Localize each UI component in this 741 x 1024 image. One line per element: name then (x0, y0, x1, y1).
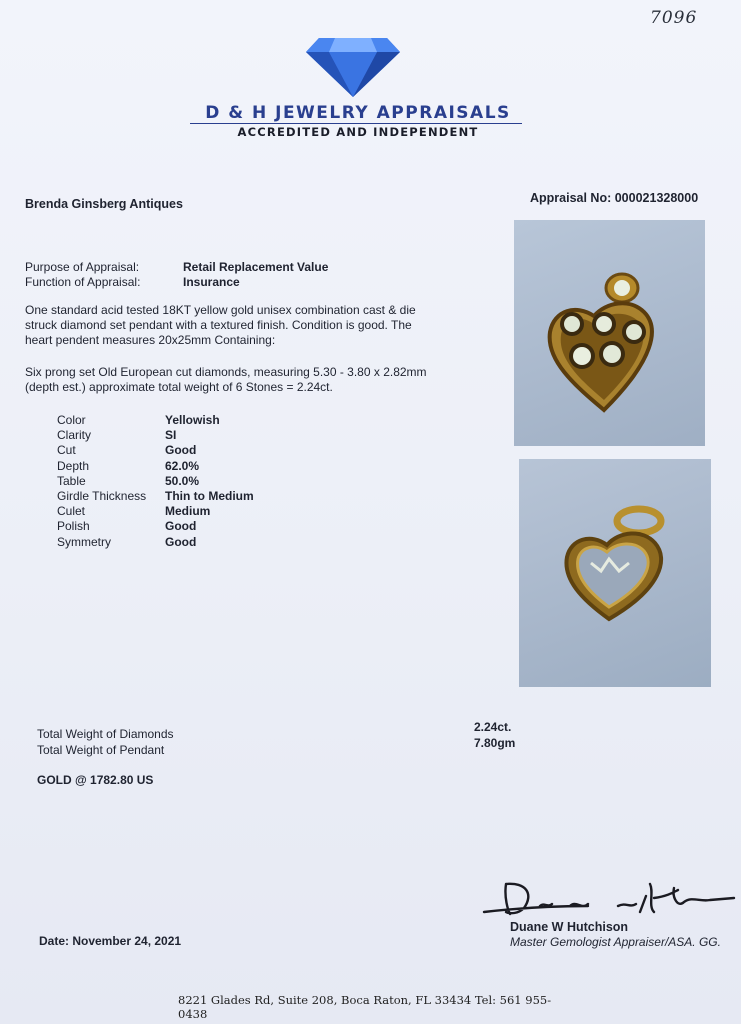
totals-labels (37, 726, 174, 758)
description-line: One standard acid tested 18KT yellow gold unisex combination cast & die (25, 303, 416, 317)
spec-row (57, 459, 254, 474)
spec-row (57, 428, 254, 443)
handwritten-number: 7096 (650, 8, 698, 28)
appraisal-number: Appraisal No: 000021328000 (530, 191, 699, 205)
diamond-logo-icon (305, 36, 401, 98)
spec-value: SI (165, 428, 177, 443)
signer-title: Master Gemologist Appraiser/ASA. GG. (510, 935, 721, 949)
spec-label: Culet (57, 504, 86, 519)
diamond-specs (57, 413, 254, 550)
totals-values (474, 719, 515, 751)
total-pendant-value: 7.80gm (474, 736, 516, 750)
total-diamonds-value: 2.24ct. (474, 720, 512, 734)
description-line: struck diamond set pendant with a textured finish. Condition is good. The (25, 318, 412, 332)
client-name: Brenda Ginsberg Antiques (25, 197, 183, 211)
purpose-label: Purpose of Appraisal: (25, 260, 140, 274)
signer-name: Duane W Hutchison (510, 920, 629, 934)
spec-label: Polish (57, 519, 90, 534)
spec-value: Thin to Medium (165, 488, 254, 503)
spec-row (57, 443, 254, 458)
footer-address: 8221 Glades Rd, Suite 208, Boca Raton, FL 33434 Tel: 561 955-0438 (178, 993, 552, 1021)
brand-underline (190, 123, 522, 124)
spec-label: Cut (57, 443, 76, 458)
spec-value: 50.0% (165, 473, 200, 488)
spec-label: Girdle Thickness (57, 488, 147, 503)
diamond-line: (depth est.) approximate total weight of 6 Stones = 2.24ct. (25, 380, 333, 394)
diamond-line: Six prong set Old European cut diamonds, measuring 5.30 - 3.80 x 2.82mm (25, 365, 427, 379)
spec-value: 62.0% (165, 458, 200, 473)
spec-row (57, 474, 254, 489)
spec-value: Yellowish (165, 413, 220, 427)
spec-label: Depth (57, 458, 90, 473)
appraisal-date: Date: November 24, 2021 (39, 934, 182, 948)
spec-value: Good (165, 519, 197, 534)
spec-row (57, 535, 254, 550)
spec-label: Color (57, 413, 86, 427)
spec-value: Medium (165, 504, 211, 519)
diamond-description (25, 365, 495, 395)
spec-value: Good (165, 534, 197, 549)
signature-image (478, 862, 740, 922)
spec-value: Good (165, 443, 197, 458)
total-diamonds-label: Total Weight of Diamonds (37, 727, 174, 741)
spec-row (57, 504, 254, 519)
spec-row (57, 519, 254, 534)
purpose-row (25, 260, 328, 274)
company-tagline: ACCREDITED AND INDEPENDENT (237, 125, 479, 139)
item-description (25, 303, 495, 348)
spec-label: Table (57, 473, 86, 488)
function-value: Insurance (183, 275, 240, 289)
gold-price: GOLD @ 1782.80 US (37, 773, 154, 787)
spec-label: Clarity (57, 428, 92, 443)
spec-row (57, 413, 254, 428)
function-label: Function of Appraisal: (25, 275, 141, 289)
pendant-front-photo (514, 220, 705, 446)
total-pendant-label: Total Weight of Pendant (37, 743, 165, 757)
spec-label: Symmetry (57, 534, 111, 549)
heart-pendant-back-icon (519, 459, 711, 687)
description-line: heart pendent measures 20x25mm Containing: (25, 333, 276, 347)
function-row (25, 275, 240, 289)
purpose-value: Retail Replacement Value (183, 260, 329, 274)
spec-row (57, 489, 254, 504)
heart-pendant-front-icon (514, 220, 705, 446)
company-name: D & H JEWELRY APPRAISALS (205, 103, 511, 123)
pendant-back-photo (519, 459, 711, 687)
